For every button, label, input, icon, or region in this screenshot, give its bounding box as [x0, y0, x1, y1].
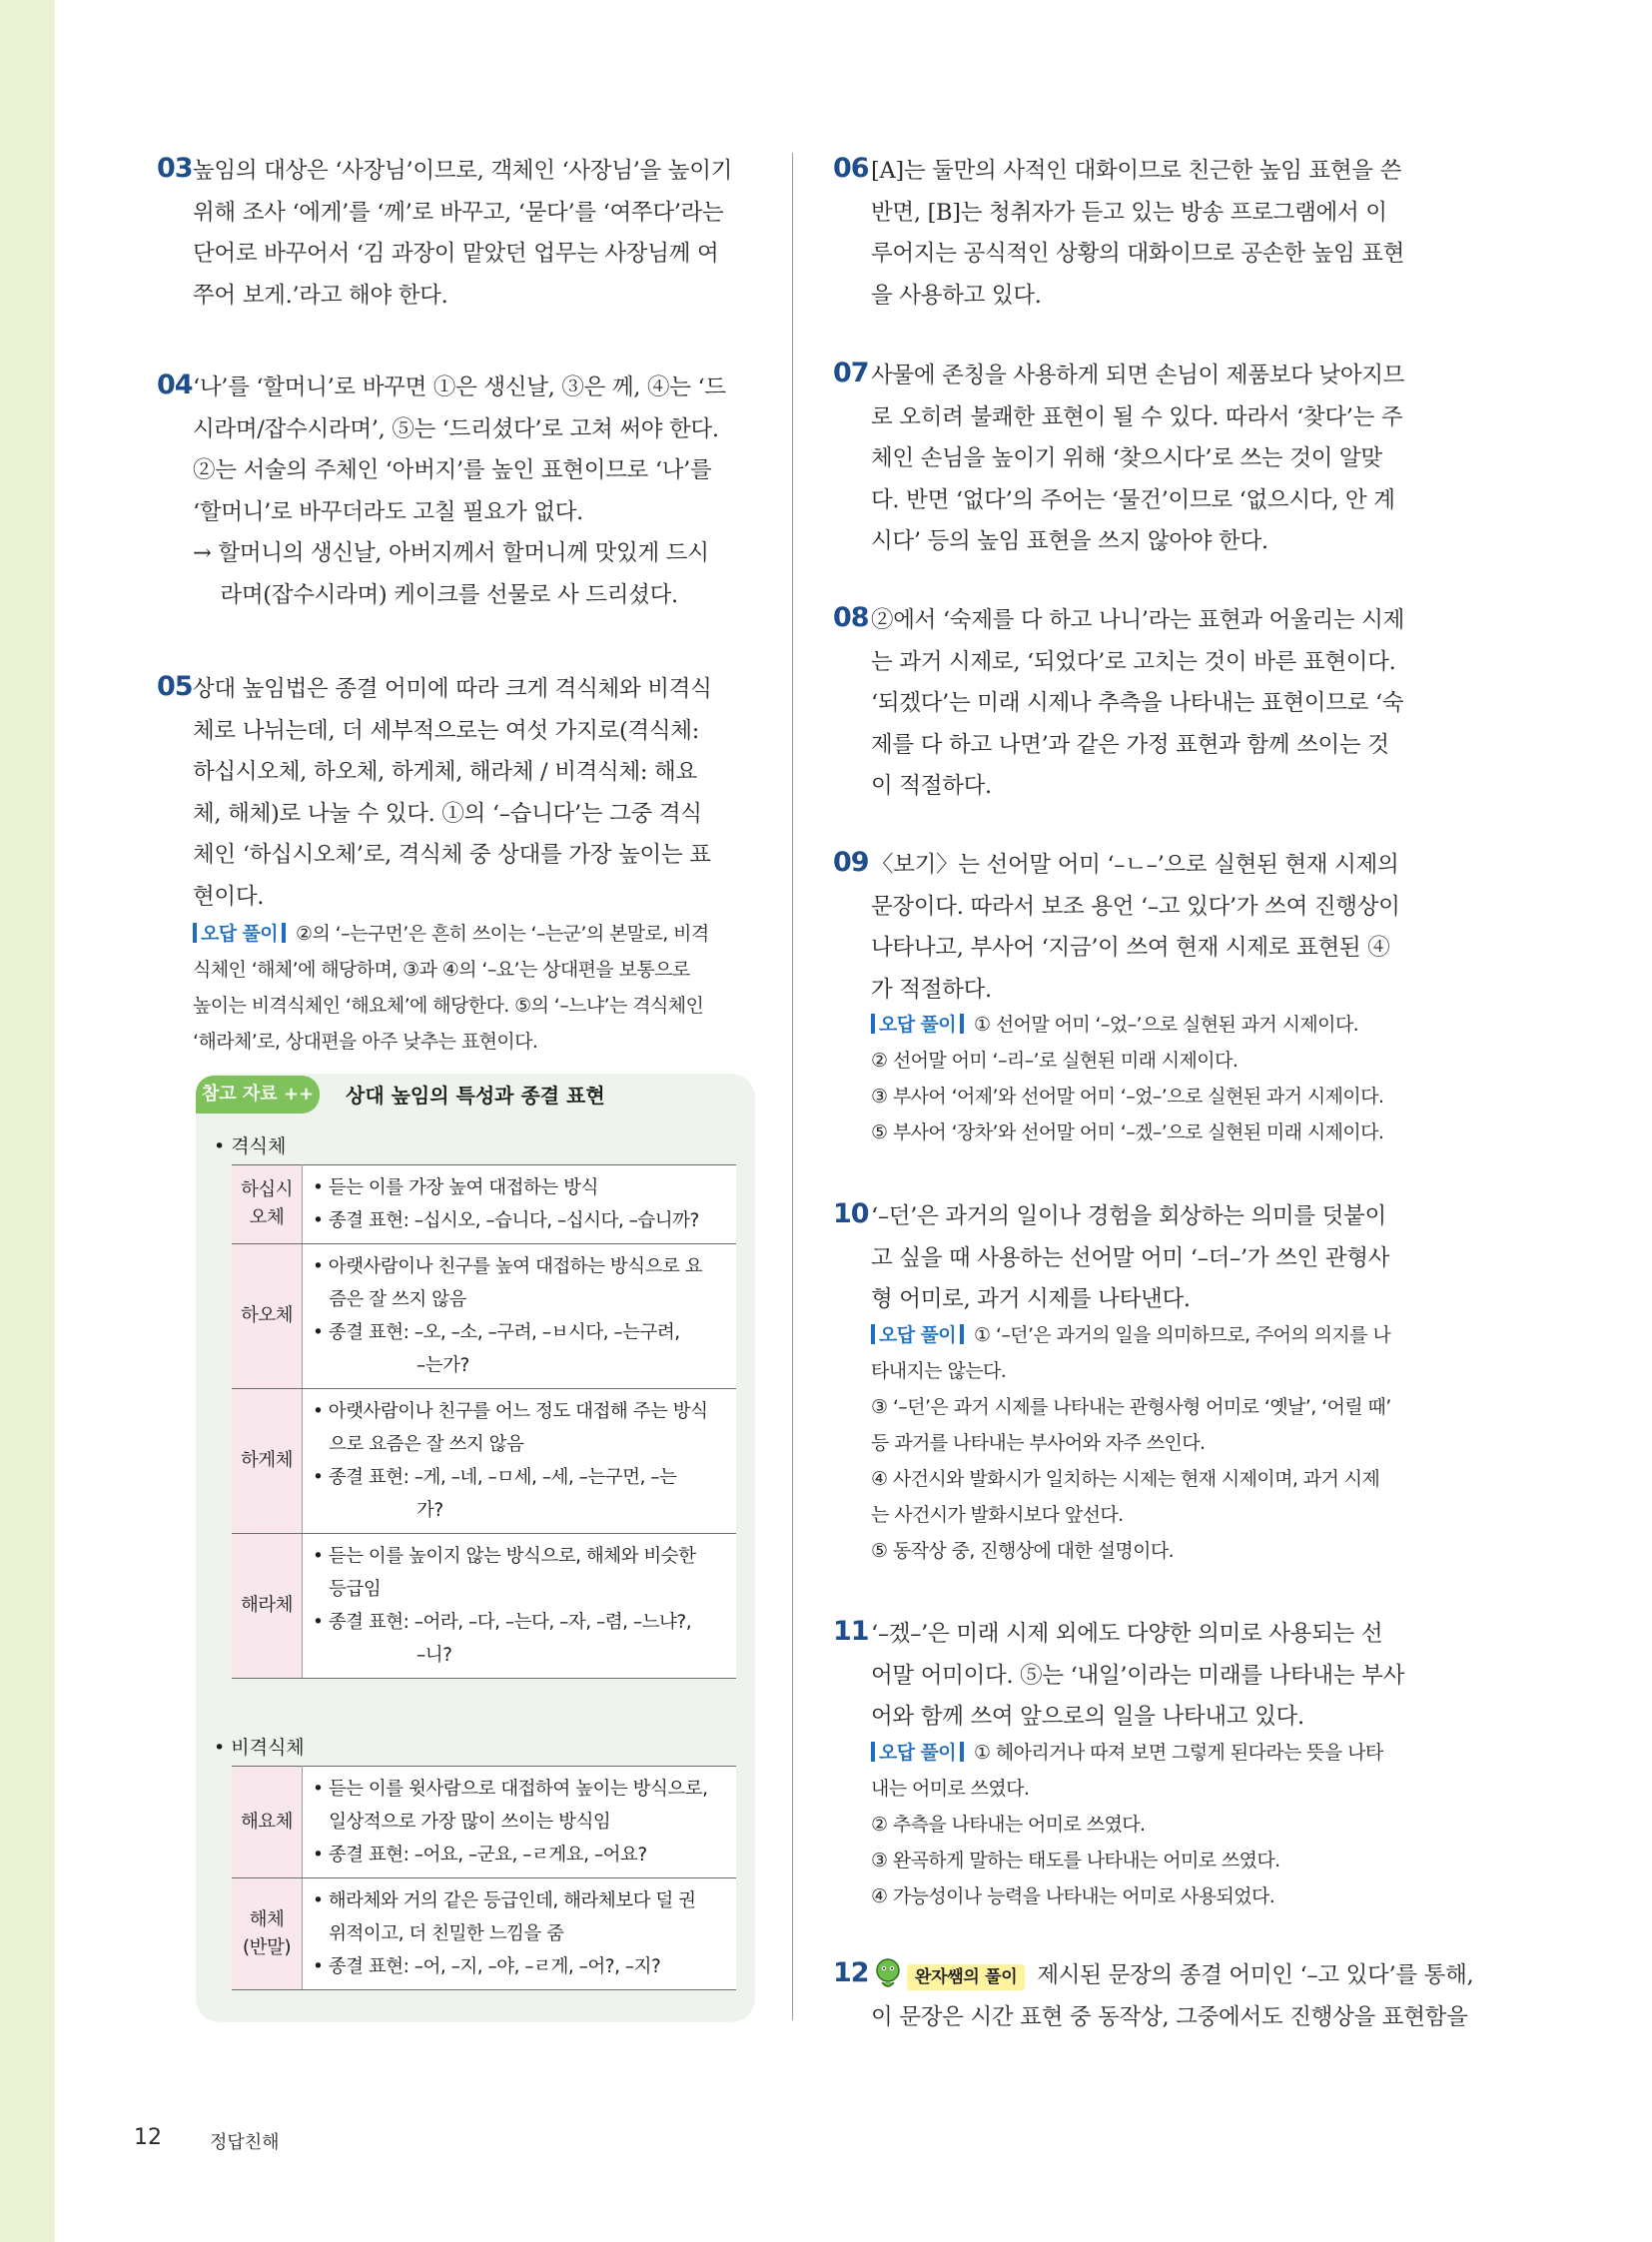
answer-11: [833, 1616, 1404, 1914]
answer-09: [833, 847, 1400, 1150]
answer-text: 〈보기〉는 선어말 어미 ‘–ㄴ–’으로 실현된 현재 시제의 문장이다. 따라서 보조 용언 ‘–고 있다’가 쓰여 진행상이 나타나고, 부사어 ‘지금’이 쓰여 현재 시제로 표현된 ④ 가 적절하다.: [871, 852, 1400, 1003]
question-number: 11: [833, 1616, 869, 1647]
style-description: • 듣는 이를 윗사람으로 대접하여 높이는 방식으로, 일상적으로 가장 많이 쓰이는 방식임 • 종결 표현: –어요, –군요, –ㄹ게요, –어요?: [303, 1767, 737, 1878]
answer-03: [157, 153, 732, 317]
answer-10: [833, 1198, 1391, 1569]
column-divider: [792, 153, 793, 2020]
informal-style-heading: • 비격식체: [214, 1737, 305, 1759]
wrong-answer-note: 오답 풀이 ① ‘–던’은 과거의 일을 의미하므로, 주어의 의지를 나 타내지는 않는다. ③ ‘–던’은 과거 시제를 나타내는 관형사형 어미로 ‘옛날’, ‘어릴 때’ 등 과거를 나타내는 부사어와 자주 쓰인다. ④ 사건시와 발화시가 일치하는 시제는 현재 시제이며, 과거 시제 는 사건시가 발화시보다 앞선다. ⑤ 동작상 중, 진행상에 대한 설명이다.: [871, 1317, 1391, 1569]
formal-style-table: [232, 1164, 736, 1679]
table-row: [232, 1165, 736, 1244]
explanation-badge: 완자쌤의 풀이: [907, 1964, 1025, 1990]
answer-text: 높임의 대상은 ‘사장님’이므로, 객체인 ‘사장님’을 높이기 위해 조사 ‘에게’를 ‘께’로 바꾸고, ‘묻다’를 ‘여쭈다’라는 단어로 바꾸어서 ‘김 과장이 맡았던 업무는 사장님께 여 쭈어 보게.’라고 해야 한다.: [193, 158, 733, 309]
style-name: 하오체: [232, 1244, 303, 1389]
wrong-answer-note: 오답 풀이 ① 헤아리거나 따져 보면 그렇게 된다라는 뜻을 나타 내는 어미로 쓰였다. ② 추측을 나타내는 어미로 쓰였다. ③ 완곡하게 말하는 태도를 나타내는 어미로 쓰였다. ④ 가능성이나 능력을 나타내는 어미로 사용되었다.: [871, 1735, 1404, 1914]
style-description: • 듣는 이를 높이지 않는 방식으로, 해체와 비슷한 등급임 • 종결 표현: –어라, –다, –는다, –자, –렴, –느냐?, –니?: [303, 1534, 737, 1679]
answer-07: [833, 358, 1404, 563]
question-number: 03: [157, 153, 193, 184]
page-number: 12: [134, 2125, 162, 2150]
question-number: 06: [833, 153, 869, 184]
reference-tag: 참고 자료 ++: [196, 1076, 320, 1114]
style-description: • 해라체와 거의 같은 등급인데, 해라체보다 덜 권 위적이고, 더 친밀한 느낌을 줌 • 종결 표현: –어, –지, –야, –ㄹ게, –어?, –지?: [303, 1878, 737, 1990]
table-row: [232, 1767, 736, 1878]
answer-text: 상대 높임법은 종결 어미에 따라 크게 격식체와 비격식 체로 나뉘는데, 더 세부적으로는 여섯 가지로(격식체: 하십시오체, 하오체, 하게체, 해라체 / 비격식체: 해요 체, 해체)로 나눌 수 있다. ①의 ‘–습니다’는 그중 격식 체인 ‘하십시오체’로, 격식체 중 상대를 가장 높이는 표 현이다.: [193, 676, 712, 910]
style-description: • 아랫사람이나 친구를 높여 대접하는 방식으로 요 즘은 잘 쓰지 않음 • 종결 표현: –오, –소, –구려, –ㅂ시다, –는구려, –는가?: [303, 1244, 737, 1389]
wrong-answer-note: 오답 풀이 ① 선어말 어미 ‘–었–’으로 실현된 과거 시제이다. ② 선어말 어미 ‘–리–’로 실현된 미래 시제이다. ③ 부사어 ‘어제’와 선어말 어미 ‘–었–’으로 실현된 과거 시제이다. ⑤ 부사어 ‘장차’와 선어말 어미 ‘–겠–’으로 실현된 미래 시제이다.: [871, 1007, 1400, 1150]
footer-title: 정답친해: [210, 2132, 280, 2153]
table-row: [232, 1534, 736, 1679]
answer-text: 완자쌤의 풀이 제시된 문장의 종결 어미인 ‘–고 있다’를 통해, 이 문장은 시간 표현 중 동작상, 그중에서도 진행상을 표현함을: [871, 1955, 1473, 2038]
answer-text: ‘나’를 ‘할머니’로 바꾸면 ①은 생신날, ③은 께, ④는 ‘드 시라며/잡수시라며’, ⑤는 ‘드리셨다’로 고쳐 써야 한다. ②는 서술의 주체인 ‘아버지’를 높인 표현이므로 ‘나’를 ‘할머니’로 바꾸더라도 고칠 필요가 없다. → 할머니의 생신날, 아버지께서 할머니께 맛있게 드시 라며(잡수시라며) 케이크를 선물로 사 드리셨다.: [193, 374, 726, 608]
style-name: 해요체: [232, 1767, 303, 1878]
answer-04: [157, 370, 726, 616]
answer-text: 사물에 존칭을 사용하게 되면 손님이 제품보다 낮아지므 로 오히려 불쾌한 표현이 될 수 있다. 따라서 ‘찾다’는 주 체인 손님을 높이기 위해 ‘찾으시다’로 쓰는 것이 알맞 다. 반면 ‘없다’의 주어는 ‘물건’이므로 ‘없으시다, 안 계 시다’ 등의 높임 표현을 쓰지 않아야 한다.: [871, 363, 1405, 554]
wrong-answer-tag: 오답 풀이: [871, 1735, 968, 1771]
formal-style-heading: • 격식체: [214, 1135, 287, 1157]
question-number: 04: [157, 370, 193, 400]
answer-06: [833, 153, 1404, 317]
table-row: [232, 1878, 736, 1990]
answer-08: [833, 602, 1404, 808]
answer-05: [157, 671, 712, 1060]
style-description: • 아랫사람이나 친구를 어느 정도 대접해 주는 방식 으로 요즘은 잘 쓰지 않음 • 종결 표현: –게, –네, –ㅁ세, –세, –는구먼, –는 가?: [303, 1389, 737, 1534]
reference-title: 상대 높임의 특성과 종결 표현: [346, 1084, 605, 1108]
informal-style-table: [232, 1766, 736, 1990]
question-number: 08: [833, 602, 869, 633]
style-name: 하게체: [232, 1389, 303, 1534]
question-number: 07: [833, 358, 869, 388]
question-number: 09: [833, 847, 869, 878]
answer-text: ‘–겠–’은 미래 시제 외에도 다양한 의미로 사용되는 선 어말 어미이다. ⑤는 ‘내일’이라는 미래를 나타내는 부사 어와 함께 쓰여 앞으로의 일을 나타내고 있다.: [871, 1621, 1405, 1730]
answer-text: ②에서 ‘숙제를 다 하고 나니’라는 표현과 어울리는 시제 는 과거 시제로, ‘되었다’로 고치는 것이 바른 표현이다. ‘되겠다’는 미래 시제나 추측을 나타내는 표현이므로 ‘숙 제를 다 하고 나면’과 같은 가정 표현과 함께 쓰이는 것 이 적절하다.: [871, 607, 1405, 799]
answer-text: [A]는 둘만의 사적인 대화이므로 친근한 높임 표현을 쓴 반면, [B]는 청취자가 듣고 있는 방송 프로그램에서 이 루어지는 공식적인 상황의 대화이므로 공손한 높임 표현 을 사용하고 있다.: [871, 158, 1405, 309]
wrong-answer-tag: 오답 풀이: [871, 1317, 968, 1353]
style-name: 해라체: [232, 1534, 303, 1679]
mascot-icon: [871, 1956, 905, 1990]
wrong-answer-note: 오답 풀이 ②의 ‘–는구먼’은 흔히 쓰이는 ‘–는군’의 본말로, 비격 식체인 ‘해체’에 해당하며, ③과 ④의 ‘–요’는 상대편을 보통으로 높이는 비격식체인 ‘해요체’에 해당한다. ⑤의 ‘–느냐’는 격식체인 ‘해라체’로, 상대편을 아주 낮추는 표현이다.: [193, 916, 712, 1060]
question-number: 05: [157, 671, 193, 702]
wrong-answer-tag: 오답 풀이: [193, 916, 290, 952]
page-edge-band: [0, 0, 55, 2242]
style-description: • 듣는 이를 가장 높여 대접하는 방식 • 종결 표현: –십시오, –습니다, –십시다, –습니까?: [303, 1165, 737, 1244]
answer-text: ‘–던’은 과거의 일이나 경험을 회상하는 의미를 덧붙이 고 싶을 때 사용하는 선어말 어미 ‘–더–’가 쓰인 관형사 형 어미로, 과거 시제를 나타낸다.: [871, 1203, 1390, 1312]
style-name: 하십시 오체: [232, 1165, 303, 1244]
table-row: [232, 1389, 736, 1534]
question-number: 12: [833, 1957, 869, 1988]
wrong-answer-tag: 오답 풀이: [871, 1007, 968, 1043]
answer-12: [833, 1957, 1473, 2038]
table-row: [232, 1244, 736, 1389]
question-number: 10: [833, 1198, 869, 1229]
style-name: 해체 (반말): [232, 1878, 303, 1990]
